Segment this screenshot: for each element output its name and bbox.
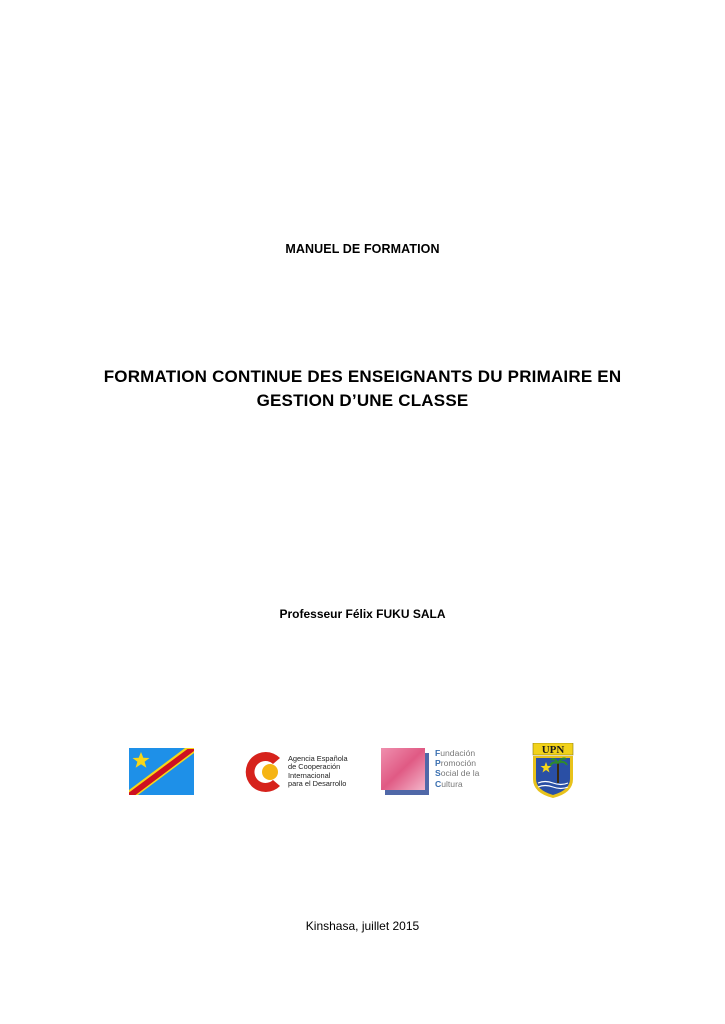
title-line-2: GESTION D’UNE CLASSE	[256, 391, 469, 410]
aecid-name: Agencia Española de Cooperación Internacional para el Desarrollo	[288, 754, 348, 788]
fundacion-logo	[381, 748, 491, 798]
place-and-date: Kinshasa, juillet 2015	[305, 919, 420, 933]
aecid-c-logo-icon	[240, 749, 286, 795]
partner-logos	[0, 743, 725, 799]
upn-crest-icon	[530, 743, 576, 799]
author-name: Professeur Félix FUKU SALA	[279, 607, 446, 621]
fundacion-name: Fundación Promoción Social de la Cultura	[435, 748, 480, 789]
aecid-logo	[240, 747, 348, 795]
document-label: MANUEL DE FORMATION	[285, 242, 440, 256]
document-title	[0, 365, 725, 413]
drc-flag-icon	[129, 748, 194, 795]
fundacion-square-logo-icon	[381, 748, 431, 796]
title-line-1: FORMATION CONTINUE DES ENSEIGNANTS DU PRIMAIRE EN	[103, 367, 622, 386]
upn-banner-text: UPN	[541, 744, 565, 756]
